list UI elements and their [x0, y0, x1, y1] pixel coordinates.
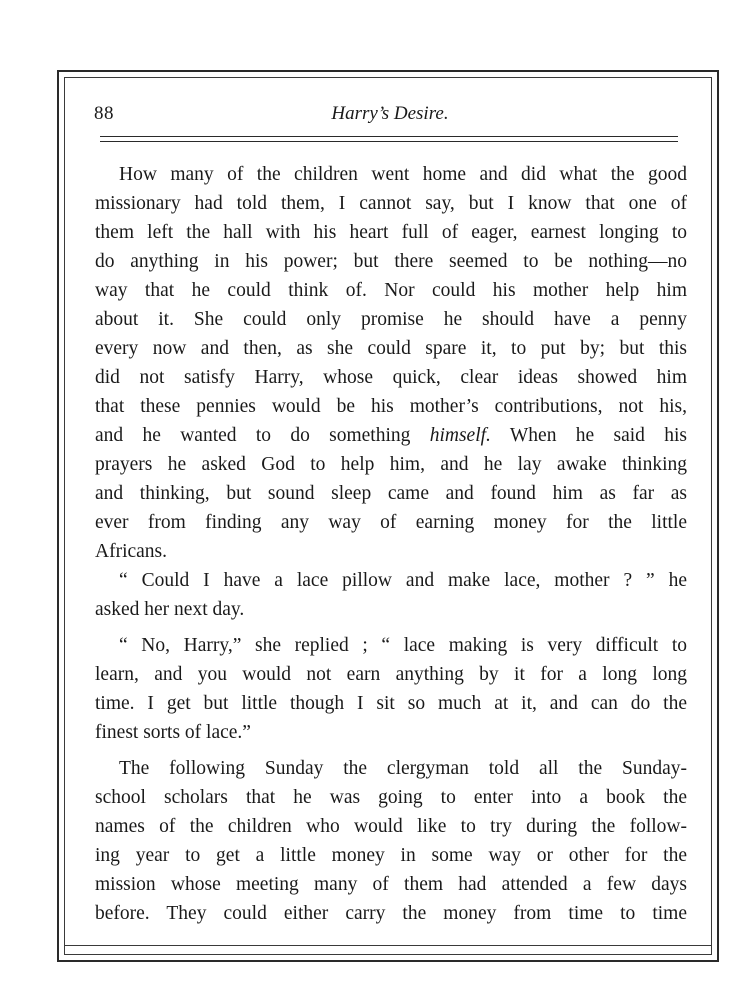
text-line: missionary had told them, I cannot say, but I know that one of	[95, 193, 687, 214]
text-line: asked her next day.	[95, 599, 245, 620]
header-rule-top	[100, 136, 678, 137]
text-line: before. They could either carry the money from time to time	[95, 903, 687, 924]
text-line: and thinking, but sound sleep came and found him as far as	[95, 483, 687, 504]
footer-rule	[64, 945, 712, 946]
text-line: that these pennies would be his mother’s contributions, not his,	[95, 396, 687, 417]
paragraph-1	[95, 160, 687, 566]
running-title: Harry’s Desire.	[331, 103, 449, 124]
text-line: learn, and you would not earn anything by it for a long long	[95, 664, 687, 685]
text-line: did not satisfy Harry, whose quick, clear ideas showed him	[95, 367, 687, 388]
text-line: prayers he asked God to help him, and he lay awake thinking	[95, 454, 687, 475]
text-line: mission whose meeting many of them had attended a few days	[95, 874, 687, 895]
text-line: How many of the children went home and did what the good	[119, 164, 687, 185]
text-line: do anything in his power; but there seemed to be nothing—no	[95, 251, 687, 272]
page-header	[92, 99, 688, 131]
text-line: school scholars that he was going to enter into a book the	[95, 787, 687, 808]
text-line: Africans.	[95, 541, 168, 562]
text-line-with-emphasis	[95, 421, 687, 450]
text-line: ever from finding any way of earning money for the little	[95, 512, 687, 533]
text-line: “ No, Harry,” she replied ; “ lace making is very difficult to	[119, 635, 687, 656]
text-line: names of the children who would like to try during the follow-	[95, 816, 687, 837]
text-line: about it. She could only promise he should have a penny	[95, 309, 687, 330]
text-line: ing year to get a little money in some way or other for the	[95, 845, 687, 866]
text-line: finest sorts of lace.”	[95, 722, 251, 743]
line-tail: When he said his	[490, 425, 687, 446]
text-line: time. I get but little though I sit so much at it, and can do the	[95, 693, 687, 714]
header-rule-bottom	[100, 141, 678, 142]
paragraph-3	[95, 631, 687, 747]
text-line: way that he could think of. Nor could his mother help him	[95, 280, 687, 301]
text-line: The following Sunday the clergyman told all the Sunday-	[119, 758, 687, 779]
body-text	[95, 160, 687, 928]
paragraph-2	[95, 566, 687, 624]
page-number: 88	[94, 103, 114, 124]
text-line: every now and then, as she could spare it, to put by; but this	[95, 338, 687, 359]
text-line: them left the hall with his heart full of eager, earnest longing to	[95, 222, 687, 243]
line-lead: and he wanted to do something	[95, 425, 411, 446]
paragraph-4	[95, 754, 687, 928]
text-line: “ Could I have a lace pillow and make lace, mother ? ” he	[119, 570, 687, 591]
emphasis-word: himself.	[429, 425, 491, 446]
